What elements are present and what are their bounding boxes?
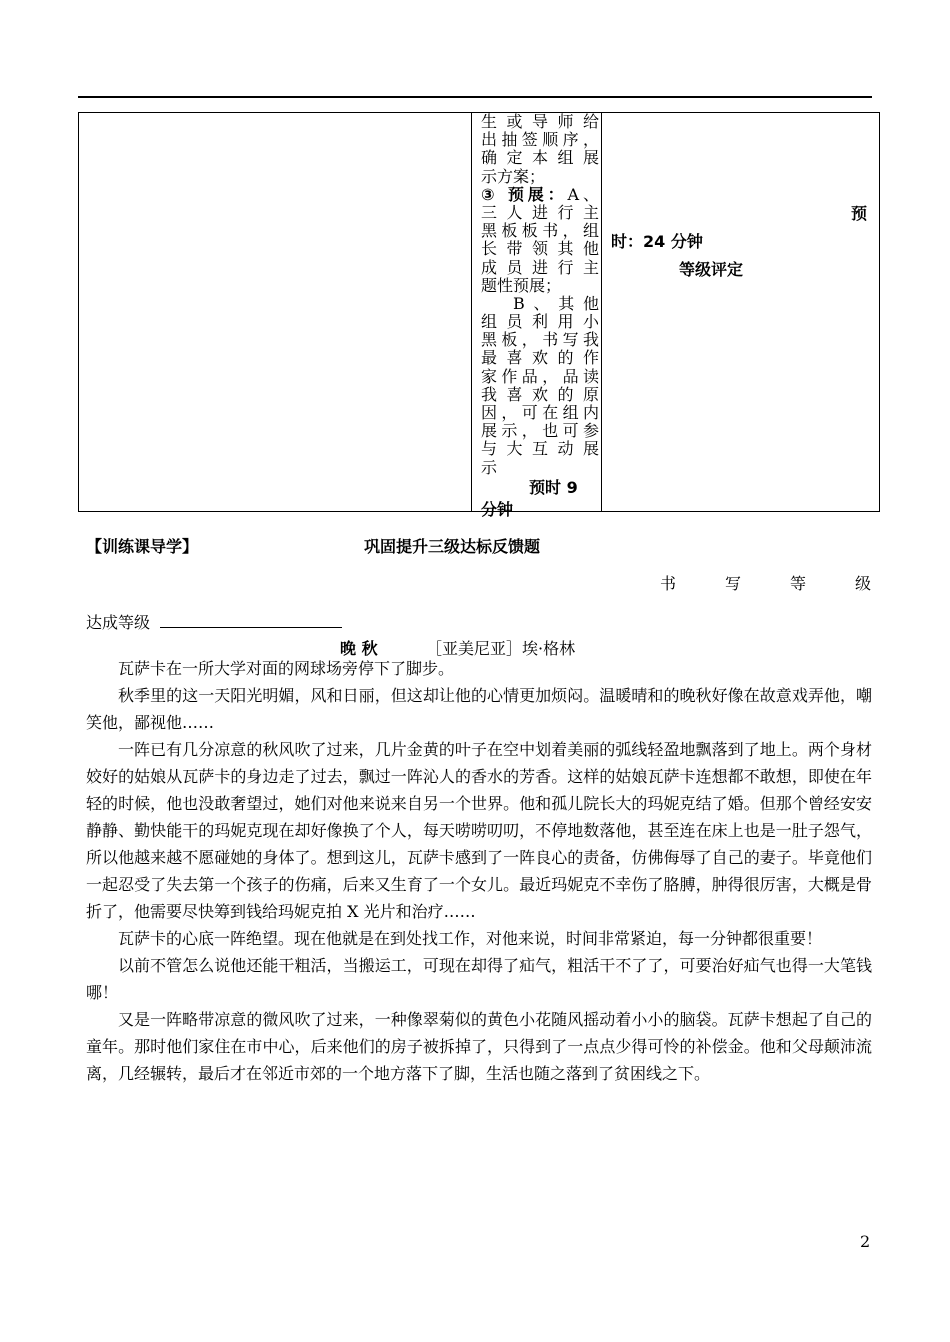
writing-grade-char: 书 [660,574,677,593]
article-title: 晚 秋 [340,639,378,658]
procedure-text: A、 [567,185,599,204]
procedure-line: 出抽签顺序， [481,131,599,150]
procedure-line: 题性预展； [481,276,562,295]
lesson-table [78,112,880,519]
procedure-line: 示 [481,458,498,477]
article-author: ［亚美尼亚］埃·格林 [426,639,576,658]
procedure-line: 展示，也可参 [481,422,599,441]
procedure-line: B、其他 [513,294,599,313]
paragraph: 以前不管怎么说他还能干粗活，当搬运工，可现在却得了疝气，粗活干不了了，可要治好疝气也得一大笔钱哪！ [86,956,872,1002]
procedure-line: 最喜欢的作 [481,349,599,368]
writing-grade-char: 等 [790,574,807,593]
procedure-line: 生或导师给 [481,113,599,131]
writing-grade-char: 写 [725,574,742,593]
reach-grade-label: 达成等级 [86,613,151,632]
table-divider [601,113,602,511]
procedure-line: 成员进行主 [481,258,599,277]
page-number: 2 [860,1232,871,1251]
procedure-line [481,186,599,204]
procedure-line: 黑板板书，组 [481,222,599,241]
procedure-cell [481,113,599,521]
time-label-start: 预 [851,204,868,223]
section-label: 【训练课导学】 [86,537,199,556]
procedure-line: 示方案； [481,167,546,186]
preview-label: ③ 预展： [481,185,568,204]
preview-time: 预时 9 [529,477,578,497]
paragraph: 秋季里的这一天阳光明媚，风和日丽，但这却让他的心情更加烦闷。温暖晴和的晚秋好像在故意戏弄他，嘲笑他，鄙视他…… [86,686,872,732]
procedure-line: 三人进行主 [481,203,599,222]
paragraph: 瓦萨卡在一所大学对面的网球场旁停下了脚步。 [118,659,455,678]
procedure-line: 我喜欢的原 [481,385,599,404]
writing-grade-char: 级 [855,574,872,593]
section-title: 巩固提升三级达标反馈题 [364,537,541,556]
table-divider [471,113,472,511]
reach-grade-blank [160,627,342,628]
procedure-line: 因，可在组内 [481,404,599,422]
paragraph: 又是一阵略带凉意的微风吹了过来，一种像翠菊似的黄色小花随风摇动着小小的脑袋。瓦萨卡想起了自己的童年。那时他们家住在市中心，后来他们的房子被拆掉了，只得到了一点点少得可怜的补偿金。他和父母颠沛流离，几经辗转，最后才在邻近市郊的一个地方落下了脚，生活也随之落到了贫困线之下。 [86,1010,872,1083]
header-rule [78,96,872,98]
paragraph: 一阵已有几分凉意的秋风吹了过来，几片金黄的叶子在空中划着美丽的弧线轻盈地飘落到了地上。两个身材姣好的姑娘从瓦萨卡的身边走了过去，飘过一阵沁人的香水的芳香。这样的姑娘瓦萨卡连想都不敢想，即使在年轻的时候，他也没敢奢望过，她们对他来说来自另一个世界。他和孤儿院长大的玛妮克结了婚。但那个曾经安安静静、勤快能干的玛妮克现在却好像换了个人，每天唠唠叨叨，不停地数落他，甚至连在床上也是一肚子怨气，所以他越来越不愿碰她的身体了。想到这儿，瓦萨卡感到了一阵良心的责备，仿佛侮辱了自己的妻子。毕竟他们一起忍受了失去第一个孩子的伤痛，后来又生育了一个女儿。最近玛妮克不幸伤了胳膊，肿得很厉害，大概是骨折了，他需要尽快筹到钱给玛妮克拍 X 光片和治疗…… [86,740,872,921]
paragraph: 瓦萨卡的心底一阵绝望。现在他就是在到处找工作，对他来说，时间非常紧迫，每一分钟都很重要！ [118,929,823,948]
procedure-line: 与大互动展 [481,440,599,459]
article-body [86,655,872,1087]
time-label: 时：24 分钟 [611,232,703,251]
procedure-line: 家作品，品读 [481,367,599,386]
preview-time-unit: 分钟 [481,499,514,519]
procedure-line: 确定本组展 [481,149,599,168]
procedure-line: 组员利用小 [481,313,599,332]
procedure-line: 长带领其他 [481,240,599,259]
procedure-line: 黑板，书写我 [481,331,599,350]
grade-label: 等级评定 [679,260,744,279]
